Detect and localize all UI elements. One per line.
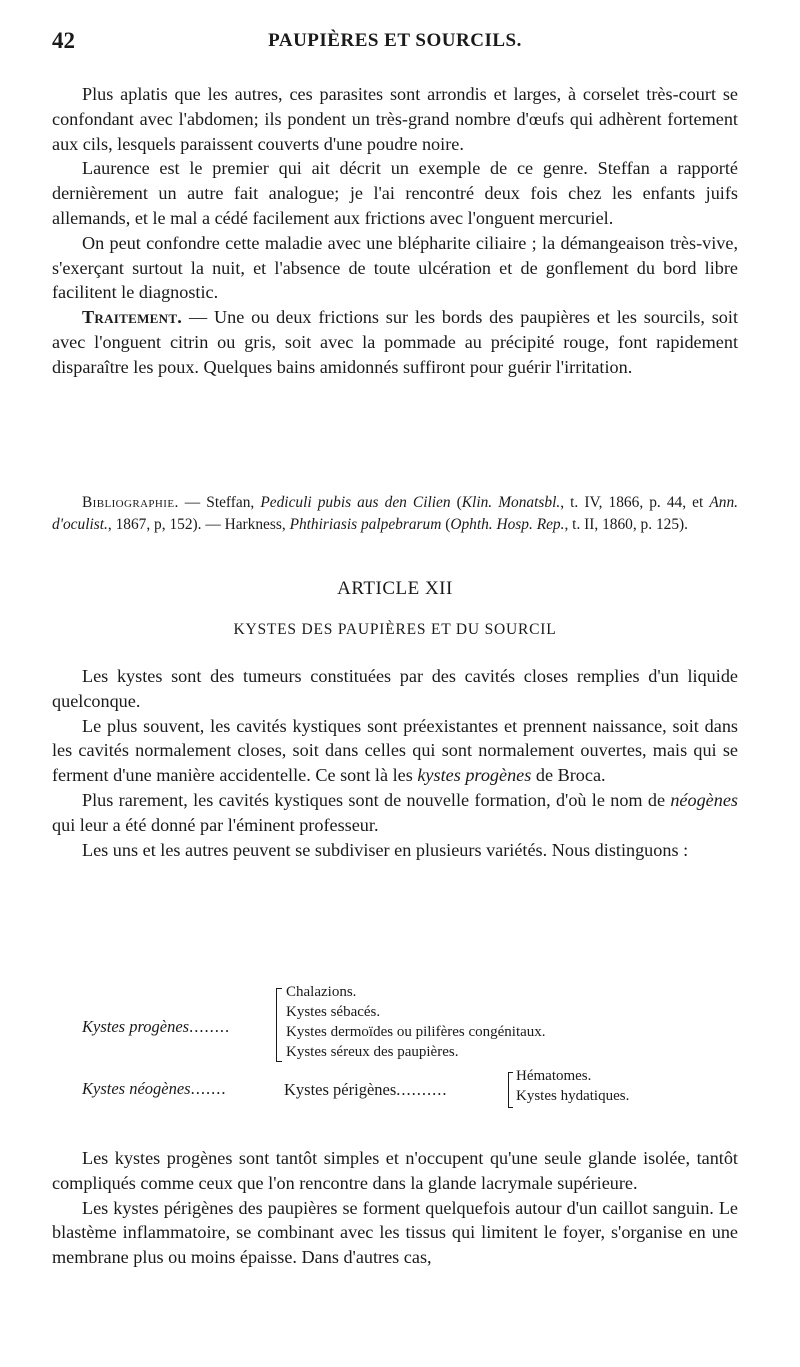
section-kystes-intro — [52, 664, 738, 862]
page-number: 42 — [52, 28, 75, 53]
biblio-journal: Ann. d'oculist. — [52, 494, 739, 533]
article-title: ARTICLE XII — [337, 578, 453, 599]
paragraph: Les uns et les autres peuvent se subdiviser en plusieurs variétés. Nous distinguons : — [82, 839, 689, 860]
treatment-text: — Une ou deux frictions sur les bords des paupières et les sourcils, soit avec l'onguent citrin ou gris, soit avec la pommade au précipité rouge, font rapidement disparaître les poux. Quelques bains amidonnés suffiront pour guérir l'irritation. — [52, 307, 738, 377]
biblio-title: Phthiriasis palpebrarum — [289, 515, 442, 533]
biblio-text: ( — [450, 494, 462, 511]
paragraph: Plus aplatis que les autres, ces parasites sont arrondis et larges, à corselet très-court se confondant avec l'abdomen; ils pondent un très-grand nombre d'œufs qui adhèrent fortement aux cils, lesquels paraissent couverts d'une poudre noire. — [52, 84, 738, 154]
perigenes-label — [284, 1080, 448, 1100]
paragraph: Les kystes sont des tumeurs constituées par des cavités closes remplies d'un liquide quelconque. — [52, 666, 738, 711]
neogenes-label — [82, 1079, 226, 1099]
brace — [508, 1072, 513, 1108]
biblio-text: ( — [441, 515, 451, 533]
progenes-item: Kystes dermoïdes ou pilifères congénitaux. — [286, 1024, 546, 1040]
paragraph-text: Plus rarement, les cavités kystiques sont de nouvelle formation, d'où le nom de — [82, 789, 671, 810]
emphasis: néogènes — [670, 789, 738, 810]
emphasis: kystes progènes — [417, 765, 532, 786]
perigenes-label-text: Kystes périgènes — [284, 1080, 397, 1099]
biblio-title: Pediculi pubis aus den Cilien — [260, 494, 451, 511]
progenes-item: Kystes séreux des paupières. — [286, 1044, 459, 1060]
paragraph — [52, 788, 738, 838]
paragraph: On peut confondre cette maladie avec une blépharite ciliaire ; la démangeaison très-vive, s'exerçant surtout la nuit, et l'absence de toute ulcération et de gonflement du bord libre facilitent le diagnostic. — [52, 232, 738, 303]
paragraph-treatment — [52, 305, 738, 379]
paragraph: Les kystes périgènes des paupières se forment quelquefois autour d'un caillot sanguin. Le blastème inflammatoire, se combinant avec les tissus qui limitent le foyer, s'organise en une membrane plus ou moins épaisse. Dans d'autres cas, — [52, 1197, 738, 1268]
neogenes-label-text: Kystes néogènes — [82, 1079, 191, 1098]
progenes-label — [82, 1017, 230, 1037]
progenes-item: Kystes sébacés. — [286, 1004, 381, 1020]
section-kystes-details — [52, 1146, 738, 1270]
treatment-heading: Traitement. — [82, 307, 183, 328]
biblio-journal: Ophth. Hosp. Rep. — [450, 515, 565, 533]
bibliography — [52, 492, 738, 535]
leader-dots: ....... — [190, 1079, 227, 1098]
section-parasites — [52, 82, 738, 380]
paragraph — [52, 714, 738, 788]
paragraph-text: Le plus souvent, les cavités kystiques sont préexistantes et prennent naissance, soit dans les cavités normalement closes, soit dans celles qui sont normalement ouvertes, mais qui se ferment d'une manière accidentelle. Ce sont là les — [52, 715, 738, 786]
paragraph: Laurence est le premier qui ait décrit un exemple de ce genre. Steffan a rapporté dernièrement un autre fait analogue; je l'ai rencontré deux fois chez les enfants juifs allemands, et le mal a cédé facilement aux frictions avec l'onguent mercuriel. — [52, 158, 738, 228]
page-header — [52, 28, 738, 58]
progenes-item: Chalazions. — [286, 984, 357, 1000]
running-title: PAUPIÈRES ET SOURCILS. — [268, 30, 522, 51]
perigenes-item: Kystes hydatiques. — [516, 1088, 630, 1104]
biblio-journal: Klin. Monatsbl. — [461, 494, 561, 511]
progenes-label-text: Kystes progènes — [82, 1017, 190, 1036]
paragraph-text: qui leur a été donné par l'éminent professeur. — [52, 814, 379, 835]
biblio-text: , t. IV, 1866, p. 44, et — [560, 494, 710, 511]
brace — [276, 988, 282, 1062]
paragraph-text: de Broca. — [531, 765, 606, 786]
leader-dots: .......... — [396, 1080, 448, 1099]
article-subtitle: KYSTES DES PAUPIÈRES ET DU SOURCIL — [233, 621, 557, 638]
perigenes-item: Hématomes. — [516, 1068, 592, 1084]
biblio-text: — Steffan, — [178, 494, 261, 511]
leader-dots: ........ — [189, 1017, 231, 1036]
paragraph: Les kystes progènes sont tantôt simples et n'occupent qu'une seule glande isolée, tantôt compliqués comme ceux que l'on rencontre dans la glande lacrymale supérieure. — [52, 1148, 738, 1193]
biblio-text: , t. II, 1860, p. 125). — [564, 515, 689, 533]
classification-table — [52, 984, 738, 1114]
biblio-text: , 1867, p, 152). — Harkness, — [107, 515, 290, 533]
bibliography-heading: Bibliographie. — [82, 494, 179, 511]
